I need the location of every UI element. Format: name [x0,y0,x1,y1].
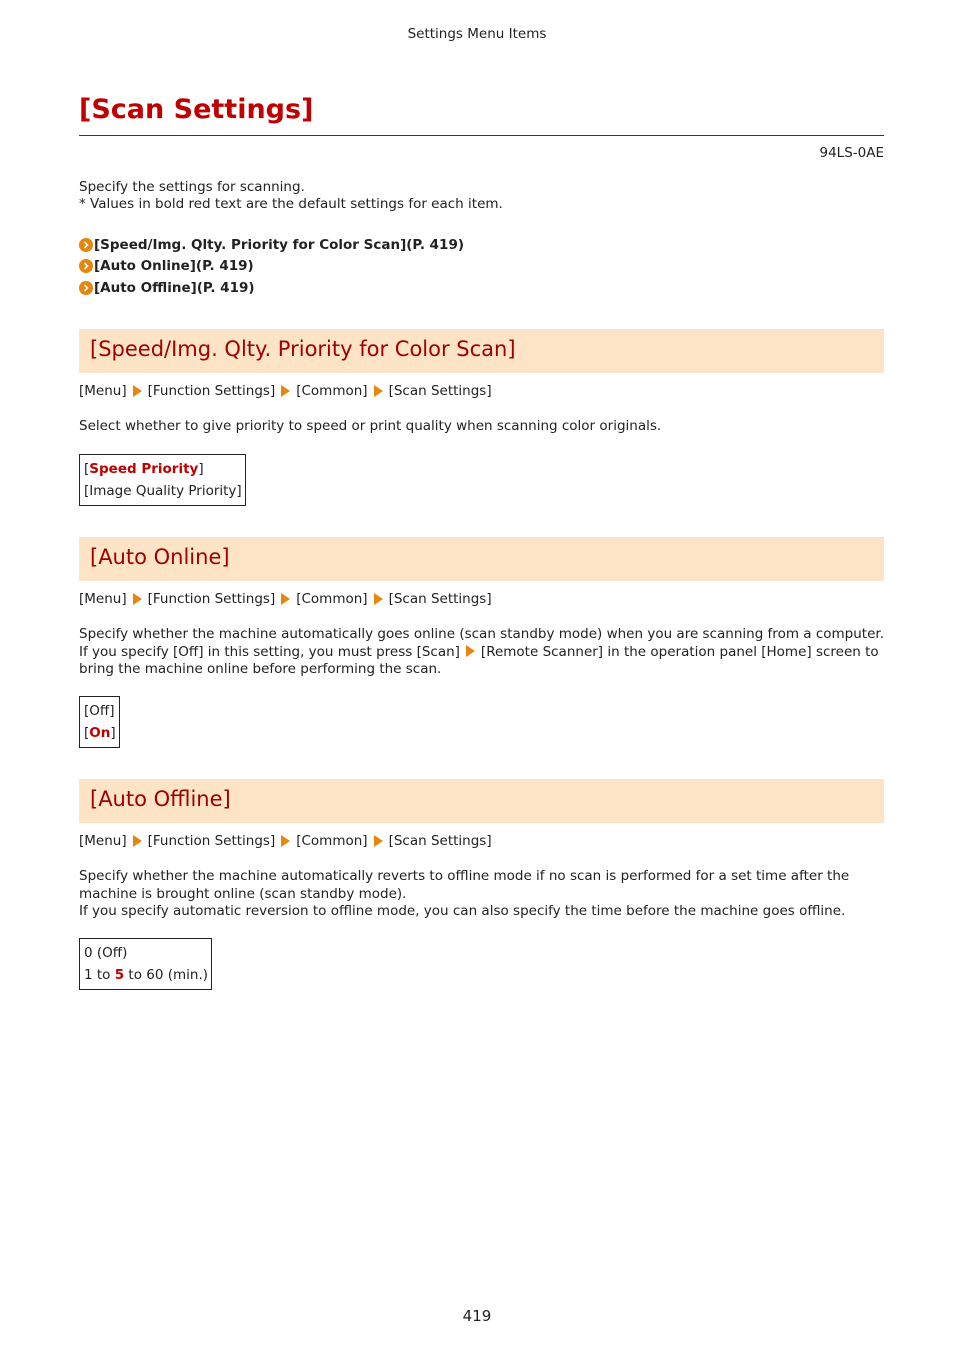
path-scan-settings: [Scan Settings] [388,591,492,607]
page-number: 419 [462,1307,492,1325]
intro-line-2: * Values in bold red text are the default settings for each item. [79,196,503,212]
running-header: Settings Menu Items [407,26,547,42]
path-scan-settings: [Scan Settings] [388,383,492,399]
section-description [79,868,889,921]
default-value: 5 [114,966,125,983]
option-off: [Off] [84,703,115,719]
document-id: 94LS-0AE [819,145,884,161]
section-heading-band [79,537,884,581]
arrow-right-icon [281,835,290,847]
toc-link-label: [Speed/Img. Qlty. Priority for Color Scan](P. 419) [94,236,465,253]
description-line: bring the machine online before performing the scan. [79,661,442,677]
section-description: Select whether to give priority to speed or print quality when scanning color originals. [79,418,662,434]
section-heading: [Auto Offline] [90,787,231,811]
default-value: Speed Priority [89,461,199,477]
section-heading-band [79,779,884,823]
option-default: [Speed Priority] [84,461,204,477]
arrow-right-icon [374,835,383,847]
arrow-right-icon [281,593,290,605]
toc-link-label: [Auto Offline](P. 419) [94,279,255,296]
section-heading-band [79,329,884,373]
toc-link-speed-quality[interactable] [79,234,464,256]
path-common: [Common] [296,383,368,399]
menu-path [79,383,492,399]
section-heading: [Auto Online] [90,545,230,569]
menu-path [79,591,492,607]
path-function-settings: [Function Settings] [147,383,276,399]
intro [79,179,503,213]
option-default: [On] [84,724,116,741]
toc-links [79,234,464,299]
intro-line-1: Specify the settings for scanning. [79,179,305,195]
menu-path [79,833,492,849]
options-box [79,454,246,506]
section-description [79,626,889,679]
options-box [79,696,120,748]
arrow-right-icon [374,593,383,605]
path-menu: [Menu] [79,833,127,849]
path-menu: [Menu] [79,591,127,607]
options-box [79,938,212,990]
page-title: [Scan Settings] [79,94,314,125]
default-value: On [89,724,111,741]
path-menu: [Menu] [79,383,127,399]
description-line: machine is brought online (scan standby mode). [79,885,407,902]
toc-link-auto-offline[interactable] [79,277,464,299]
description-line: If you specify automatic reversion to offline mode, you can also specify the time before the machine goes offline. [79,903,846,919]
chevron-right-icon [79,281,93,295]
arrow-right-icon [281,385,290,397]
path-common: [Common] [296,591,368,607]
arrow-right-icon [133,835,142,847]
path-function-settings: [Function Settings] [147,591,276,607]
toc-link-auto-online[interactable] [79,256,464,278]
title-rule [79,135,884,136]
path-common: [Common] [296,833,368,849]
arrow-right-icon [133,593,142,605]
arrow-right-icon [466,645,475,657]
path-scan-settings: [Scan Settings] [388,833,492,849]
arrow-right-icon [133,385,142,397]
path-function-settings: [Function Settings] [147,833,276,849]
option-range: 1 to 5 to 60 (min.) [84,966,209,983]
description-line: Specify whether the machine automatically goes online (scan standby mode) when you are scanning from a computer. [79,626,884,642]
chevron-right-icon [79,259,93,273]
option-alternate: [Image Quality Priority] [84,482,242,499]
arrow-right-icon [374,385,383,397]
description-line: Specify whether the machine automatically reverts to offline mode if no scan is performed for a set time after the [79,868,850,884]
chevron-right-icon [79,238,93,252]
description-line: If you specify [Off] in this setting, you must press [Scan] [Remote Scanner] in the operation panel [Home] screen to [79,643,879,660]
toc-link-label: [Auto Online](P. 419) [94,258,254,275]
section-heading: [Speed/Img. Qlty. Priority for Color Scan] [90,337,516,361]
option-off: 0 (Off) [84,945,128,961]
